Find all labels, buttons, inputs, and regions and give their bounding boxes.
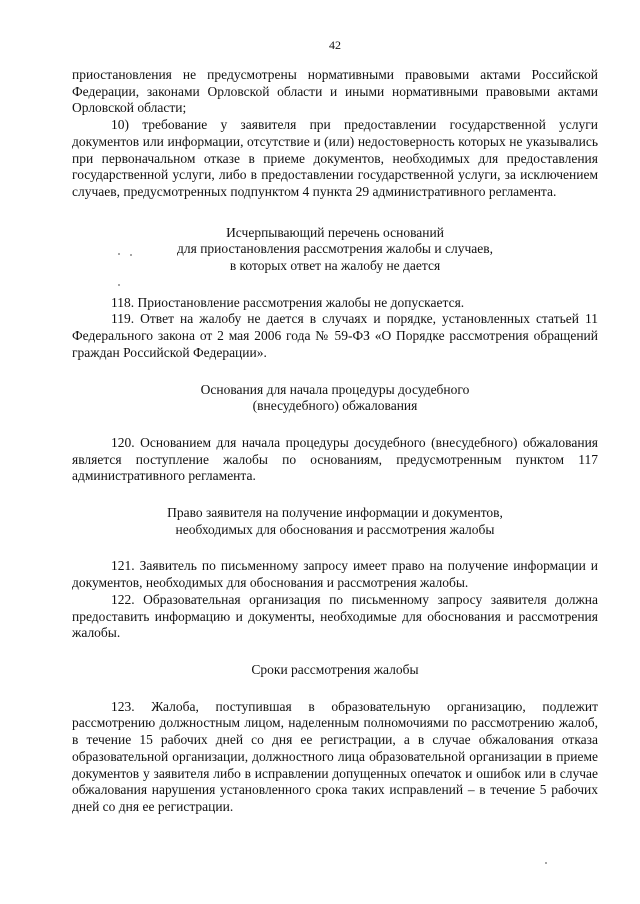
paragraph-118: 118. Приостановление рассмотрения жалобы не допускается. (111, 294, 465, 310)
paragraph-122: 122. Образовательная организация по письменному запросу заявителя должна предоставить информацию и документы, необходимые для обоснования и рассмотрения жалобы. (72, 591, 598, 641)
section-heading-right-to-information: Право заявителя на получение информации и документов, необходимых для обоснования и рассмотрения жалобы (167, 505, 503, 537)
scan-speck (130, 254, 132, 256)
section-heading-review-deadlines: Сроки рассмотрения жалобы (251, 661, 419, 677)
section-heading-pretrial-appeal: Основания для начала процедуры досудебного (внесудебного) обжалования (200, 381, 470, 414)
paragraph-121: 121. Заявитель по письменному запросу имеет право на получение информации и документов, необходимых для обоснования и рассмотрения жалобы. (72, 558, 598, 591)
paragraph-item-10: 10) требование у заявителя при предоставлении государственной услуги документов или информации, отсутствие и (или) недостоверность которых не указывались при первоначальном отказе в приеме документов, необходимых для предоставления государственной услуги, либо в предоставлении государственной услуги, за исключением случаев, предусмотренных подпунктом 4 пункта 29 административного регламента. (72, 117, 598, 199)
scan-speck (118, 284, 120, 286)
paragraph-123: 123. Жалоба, поступившая в образовательную организацию, подлежит рассмотрению должностным лицом, наделенным полномочиями по рассмотрению жалоб, в течение 15 рабочих дней со дня ее регистрации, а в случае обжалования отказа образовательной организации, должностного лица образовательной организации в приеме документов у заявителя либо в исправлении допущенных опечаток и ошибок или в случае обжалования нарушения установленного срока таких исправлений – в течение 5 рабочих дней со дня ее регистрации. (72, 698, 598, 814)
page-number: 42 (329, 38, 341, 52)
paragraph-continuation: приостановления не предусмотрены нормативными правовыми актами Российской Федерации, законами Орловской области и иными нормативными правовыми актами Орловской области; (72, 67, 598, 116)
section-heading-grounds-suspension: Исчерпывающий перечень оснований для приостановления рассмотрения жалобы и случаев, в которых ответ на жалобу не дается (177, 224, 493, 274)
paragraph-119: 119. Ответ на жалобу не дается в случаях и порядке, установленных статьей 11 Федерального закона от 2 мая 2006 года № 59-ФЗ «О Порядке рассмотрения обращений граждан Российской Федерации». (72, 311, 598, 360)
scan-speck (118, 253, 120, 255)
paragraph-120: 120. Основанием для начала процедуры досудебного (внесудебного) обжалования является поступление жалобы по основаниям, предусмотренным пунктом 117 административного регламента. (72, 434, 598, 484)
scan-speck (545, 862, 547, 864)
